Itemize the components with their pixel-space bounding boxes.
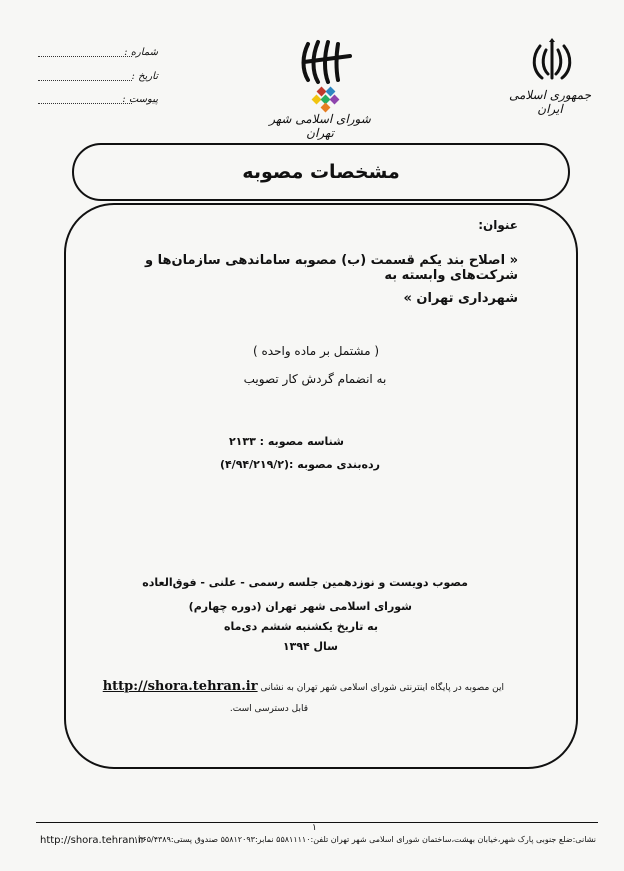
attachment-field <box>38 94 158 108</box>
note-line-1: ( مشتمل بر ماده واحده ) <box>252 344 380 358</box>
footer-divider <box>36 822 598 823</box>
number-dots <box>38 56 132 57</box>
page-number: ۱ <box>312 823 317 833</box>
approval-line-2: شورای اسلامی شهر تهران (دوره چهارم) <box>188 600 412 613</box>
resolution-id: شناسه مصوبه : ۲۱۳۳ <box>228 435 344 448</box>
resolution-classification: رده‌بندی مصوبه :(۴/۹۴/۲۱۹/۲) <box>219 458 380 471</box>
note-line-2: به انضمام گردش کار تصویب <box>243 372 387 386</box>
web-note-text: این مصوبه در پایگاه اینترنتی شورای اسلامی شهر تهران به نشانی <box>260 683 504 693</box>
subject-heading: عنوان: <box>478 218 518 232</box>
approval-line-3: به تاریخ یکشنبه ششم دی‌ماه <box>224 620 378 633</box>
number-label: شماره : <box>124 47 158 58</box>
web-availability-note <box>99 679 504 694</box>
date-field <box>38 71 158 85</box>
web-url-link[interactable]: http://shora.tehran.ir <box>102 679 258 694</box>
date-label: تاریخ : <box>131 71 158 82</box>
subject-line-2: شهرداری تهران » <box>403 291 518 306</box>
approval-line-1: مصوب دویست و نوزدهمین جلسه رسمی - علنی - فوق‌العاده <box>142 576 468 589</box>
page-title: مشخصات مصوبه <box>72 143 570 201</box>
approval-line-4: سال ۱۳۹۴ <box>282 640 338 653</box>
council-logo-icon <box>296 36 356 116</box>
footer-address: نشانی:ضلع جنوبی پارک شهر،خیابان بهشت،ساختمان شورای اسلامی شهر تهران تلفن:۵۵۸۱۱۱۱۰ نمابر:۵۵۸۱۲۰۹۳ صندوق پستی:۱۳۶۵/۴۳۸۹ <box>133 835 596 844</box>
subject-line-1: « اصلاح بند یکم قسمت (ب) مصوبه ساماندهی سازمان‌ها و شرکت‌های وابسته به <box>145 253 518 283</box>
date-dots <box>38 80 132 81</box>
footer-url[interactable]: http://shora.tehran.ir <box>40 835 145 846</box>
iran-emblem-icon <box>530 38 574 84</box>
number-field <box>38 47 158 61</box>
council-name: شورای اسلامی شهر تهران <box>269 112 371 140</box>
country-name: جمهوری اسلامی ایران <box>508 88 592 116</box>
web-note-line-2: قابل دسترسی است. <box>229 704 308 714</box>
attachment-label: پیوست : <box>122 94 158 105</box>
attachment-dots <box>38 103 132 104</box>
